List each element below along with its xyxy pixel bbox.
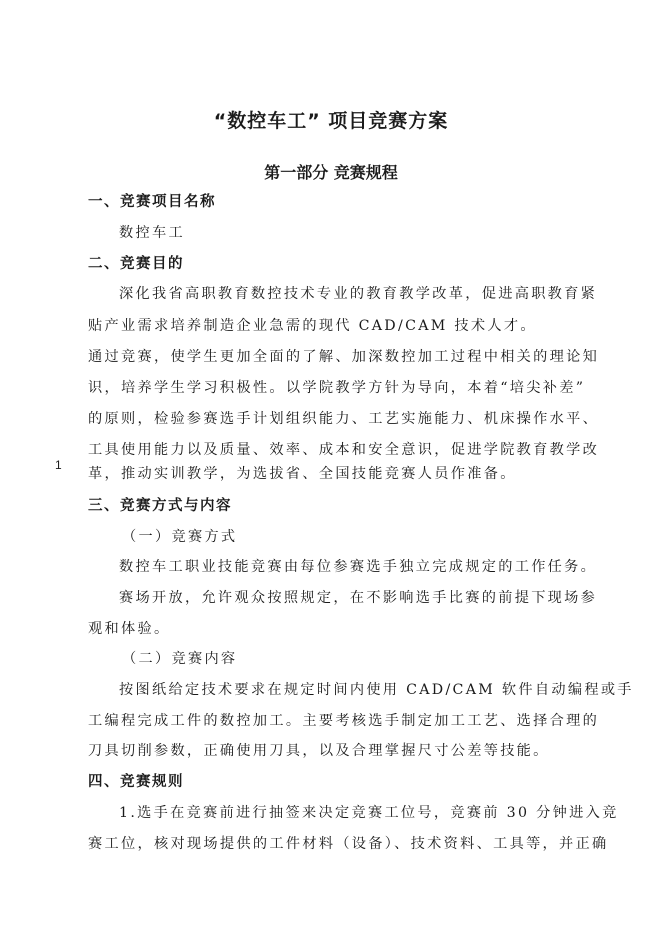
paragraph-line: 数控车工 — [119, 225, 185, 241]
paragraph-line: 工具使用能力以及质量、效率、成本和安全意识，促进学院教育教学改 — [88, 442, 600, 458]
paragraph-line: 深化我省高职教育数控技术专业的教育教学改革，促进高职教育紧 — [119, 286, 598, 302]
paragraph-line: 赛场开放，允许观众按照规定，在不影响选手比赛的前提下现场参 — [119, 590, 598, 606]
section-heading-2: 二、竞赛目的 — [88, 256, 184, 272]
paragraph-line: 贴产业需求培养制造企业急需的现代 CAD/CAM 技术人才。 — [88, 318, 537, 334]
part-heading: 第一部分 竞赛规程 — [264, 163, 398, 182]
paragraph-line: 赛工位，核对现场提供的工件材料（设备）、技术资料、工具等，并正确 — [88, 836, 609, 852]
paragraph-line: 按图纸给定技术要求在规定时间内使用 CAD/CAM 软件自动编程或手 — [119, 682, 634, 698]
subsection-heading: （一）竞赛方式 — [122, 529, 238, 545]
paragraph-line: 通过竞赛，使学生更加全面的了解、加深数控加工过程中相关的理论知 — [88, 349, 600, 365]
paragraph-line: 的原则，检验参赛选手计划组织能力、工艺实施能力、机床操作水平、 — [88, 411, 600, 427]
paragraph-line: 数控车工职业技能竞赛由每位参赛选手独立完成规定的工作任务。 — [119, 559, 598, 575]
section-heading-1: 一、竞赛项目名称 — [88, 194, 216, 210]
paragraph-line: 识，培养学生学习积极性。以学院教学方针为导向，本着“培尖补差” — [88, 380, 586, 396]
margin-line-number: 1 — [55, 458, 62, 472]
document-title: “数控车工” 项目竞赛方案 — [213, 110, 449, 132]
paragraph-line: 刀具切削参数，正确使用刀具，以及合理掌握尺寸公差等技能。 — [88, 743, 550, 759]
section-heading-3: 三、竞赛方式与内容 — [88, 498, 232, 514]
subsection-heading: （二）竞赛内容 — [122, 651, 238, 667]
paragraph-line: 1.选手在竞赛前进行抽签来决定竞赛工位号，竞赛前 30 分钟进入竞 — [119, 805, 619, 821]
paragraph-line: 工编程完成工件的数控加工。主要考核选手制定加工工艺、选择合理的 — [88, 713, 600, 729]
paragraph-line: 观和体验。 — [88, 621, 171, 637]
paragraph-line: 革，推动实训教学，为选拔省、全国技能竞赛人员作准备。 — [88, 466, 517, 482]
section-heading-4: 四、竞赛规则 — [88, 774, 184, 790]
